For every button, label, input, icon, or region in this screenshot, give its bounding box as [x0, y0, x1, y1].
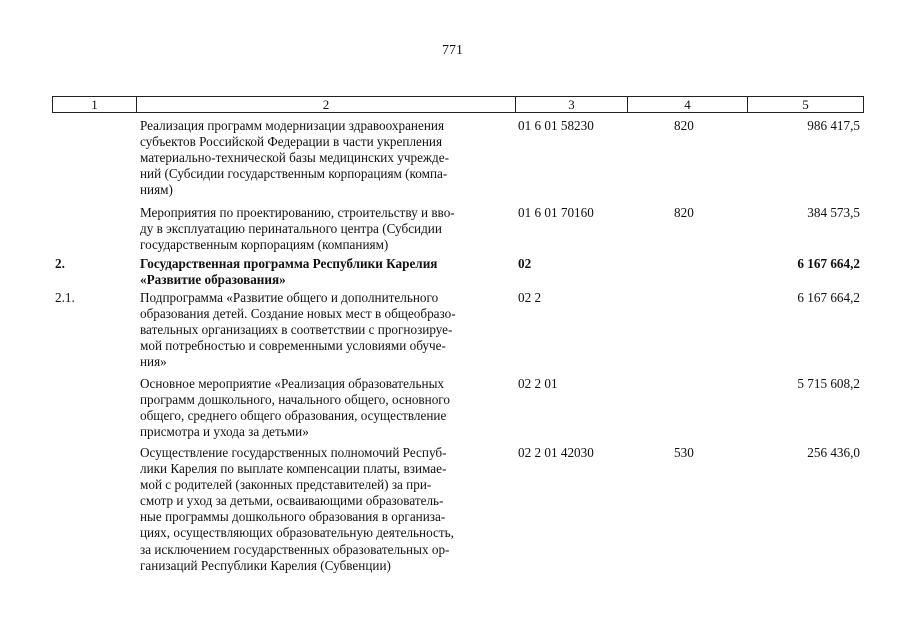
row-expense-kind: 820	[674, 118, 694, 133]
row-name-line: Государственная программа Республики Карелия	[140, 256, 438, 271]
row-expense-kind: 530	[674, 445, 694, 460]
header-col-3: 3	[515, 97, 627, 112]
row-name-line: Реализация программ модернизации здравоохранения	[140, 118, 445, 133]
row-name-line: государственным корпорациям (компаниям)	[140, 237, 389, 253]
row-code: 02 2 01 42030	[518, 445, 594, 460]
row-code: 01 6 01 70160	[518, 205, 594, 220]
row-name-line: материально-технической базы медицинских учрежде-	[140, 150, 449, 166]
row-sum: 986 417,5	[807, 118, 860, 133]
row-name	[140, 205, 498, 253]
row-name-line: Мероприятия по проектированию, строительству и вво-	[140, 205, 455, 220]
row-name-line: Подпрограмма «Развитие общего и дополнительного	[140, 290, 439, 305]
row-name-line: циях, осуществляющих образовательную деятельность,	[140, 525, 454, 541]
header-col-1: 1	[91, 97, 98, 112]
row-code: 02 2 01	[518, 376, 558, 391]
row-name-line: субъектов Российской Федерации в части укрепления	[140, 134, 443, 150]
row-name	[140, 445, 498, 574]
row-name-line: мой с родителей (законных представителей) за при-	[140, 477, 432, 493]
row-sum: 5 715 608,2	[797, 376, 860, 391]
row-name-line: вательных организациях в соответствии с прогнозируе-	[140, 322, 453, 338]
page-number: 771	[442, 43, 463, 58]
row-name	[140, 376, 498, 440]
row-name-line: присмотра и ухода за детьми»	[140, 424, 309, 440]
row-sum: 6 167 664,2	[797, 256, 860, 271]
row-name-line: ниям)	[140, 182, 173, 198]
row-name-line: мой потребностью и современными условиями обуче-	[140, 338, 446, 354]
row-sum: 384 573,5	[807, 205, 860, 220]
row-name-line: ные программы дошкольного образования в организа-	[140, 509, 446, 525]
row-name	[140, 118, 498, 198]
table-header-row	[52, 96, 864, 113]
row-name	[140, 256, 498, 288]
row-name-line: программ дошкольного, начального общего, основного	[140, 392, 450, 408]
row-sum: 256 436,0	[807, 445, 860, 460]
row-name-line: образования детей. Создание новых мест в общеобразо-	[140, 306, 456, 322]
header-col-2: 2	[136, 97, 515, 112]
row-name-line: ния»	[140, 354, 167, 370]
row-name-line: за исключением государственных образовательных ор-	[140, 541, 450, 557]
row-name-line: Осуществление государственных полномочий Респуб-	[140, 445, 447, 460]
row-number: 2.1.	[55, 290, 75, 305]
row-name-line: общего, среднего общего образования, осуществление	[140, 408, 447, 424]
header-col-5: 5	[747, 97, 863, 112]
header-col-4: 4	[627, 97, 747, 112]
row-code: 01 6 01 58230	[518, 118, 594, 133]
row-name-line: «Развитие образования»	[140, 272, 286, 288]
row-code: 02	[518, 256, 532, 271]
row-sum: 6 167 664,2	[797, 290, 860, 305]
row-name-line: лики Карелия по выплате компенсации платы, взимае-	[140, 461, 447, 477]
row-name	[140, 290, 498, 370]
row-name-line: Основное мероприятие «Реализация образовательных	[140, 376, 445, 391]
row-name-line: ний (Субсидии государственным корпорациям (компа-	[140, 166, 448, 182]
row-name-line: ду в эксплуатацию перинатального центра (Субсидии	[140, 221, 442, 237]
row-name-line: ганизаций Республики Карелия (Субвенции)	[140, 557, 391, 573]
row-expense-kind: 820	[674, 205, 694, 220]
row-number: 2.	[55, 256, 65, 271]
row-name-line: смотр и уход за детьми, осваивающими образователь-	[140, 493, 444, 509]
row-code: 02 2	[518, 290, 542, 305]
